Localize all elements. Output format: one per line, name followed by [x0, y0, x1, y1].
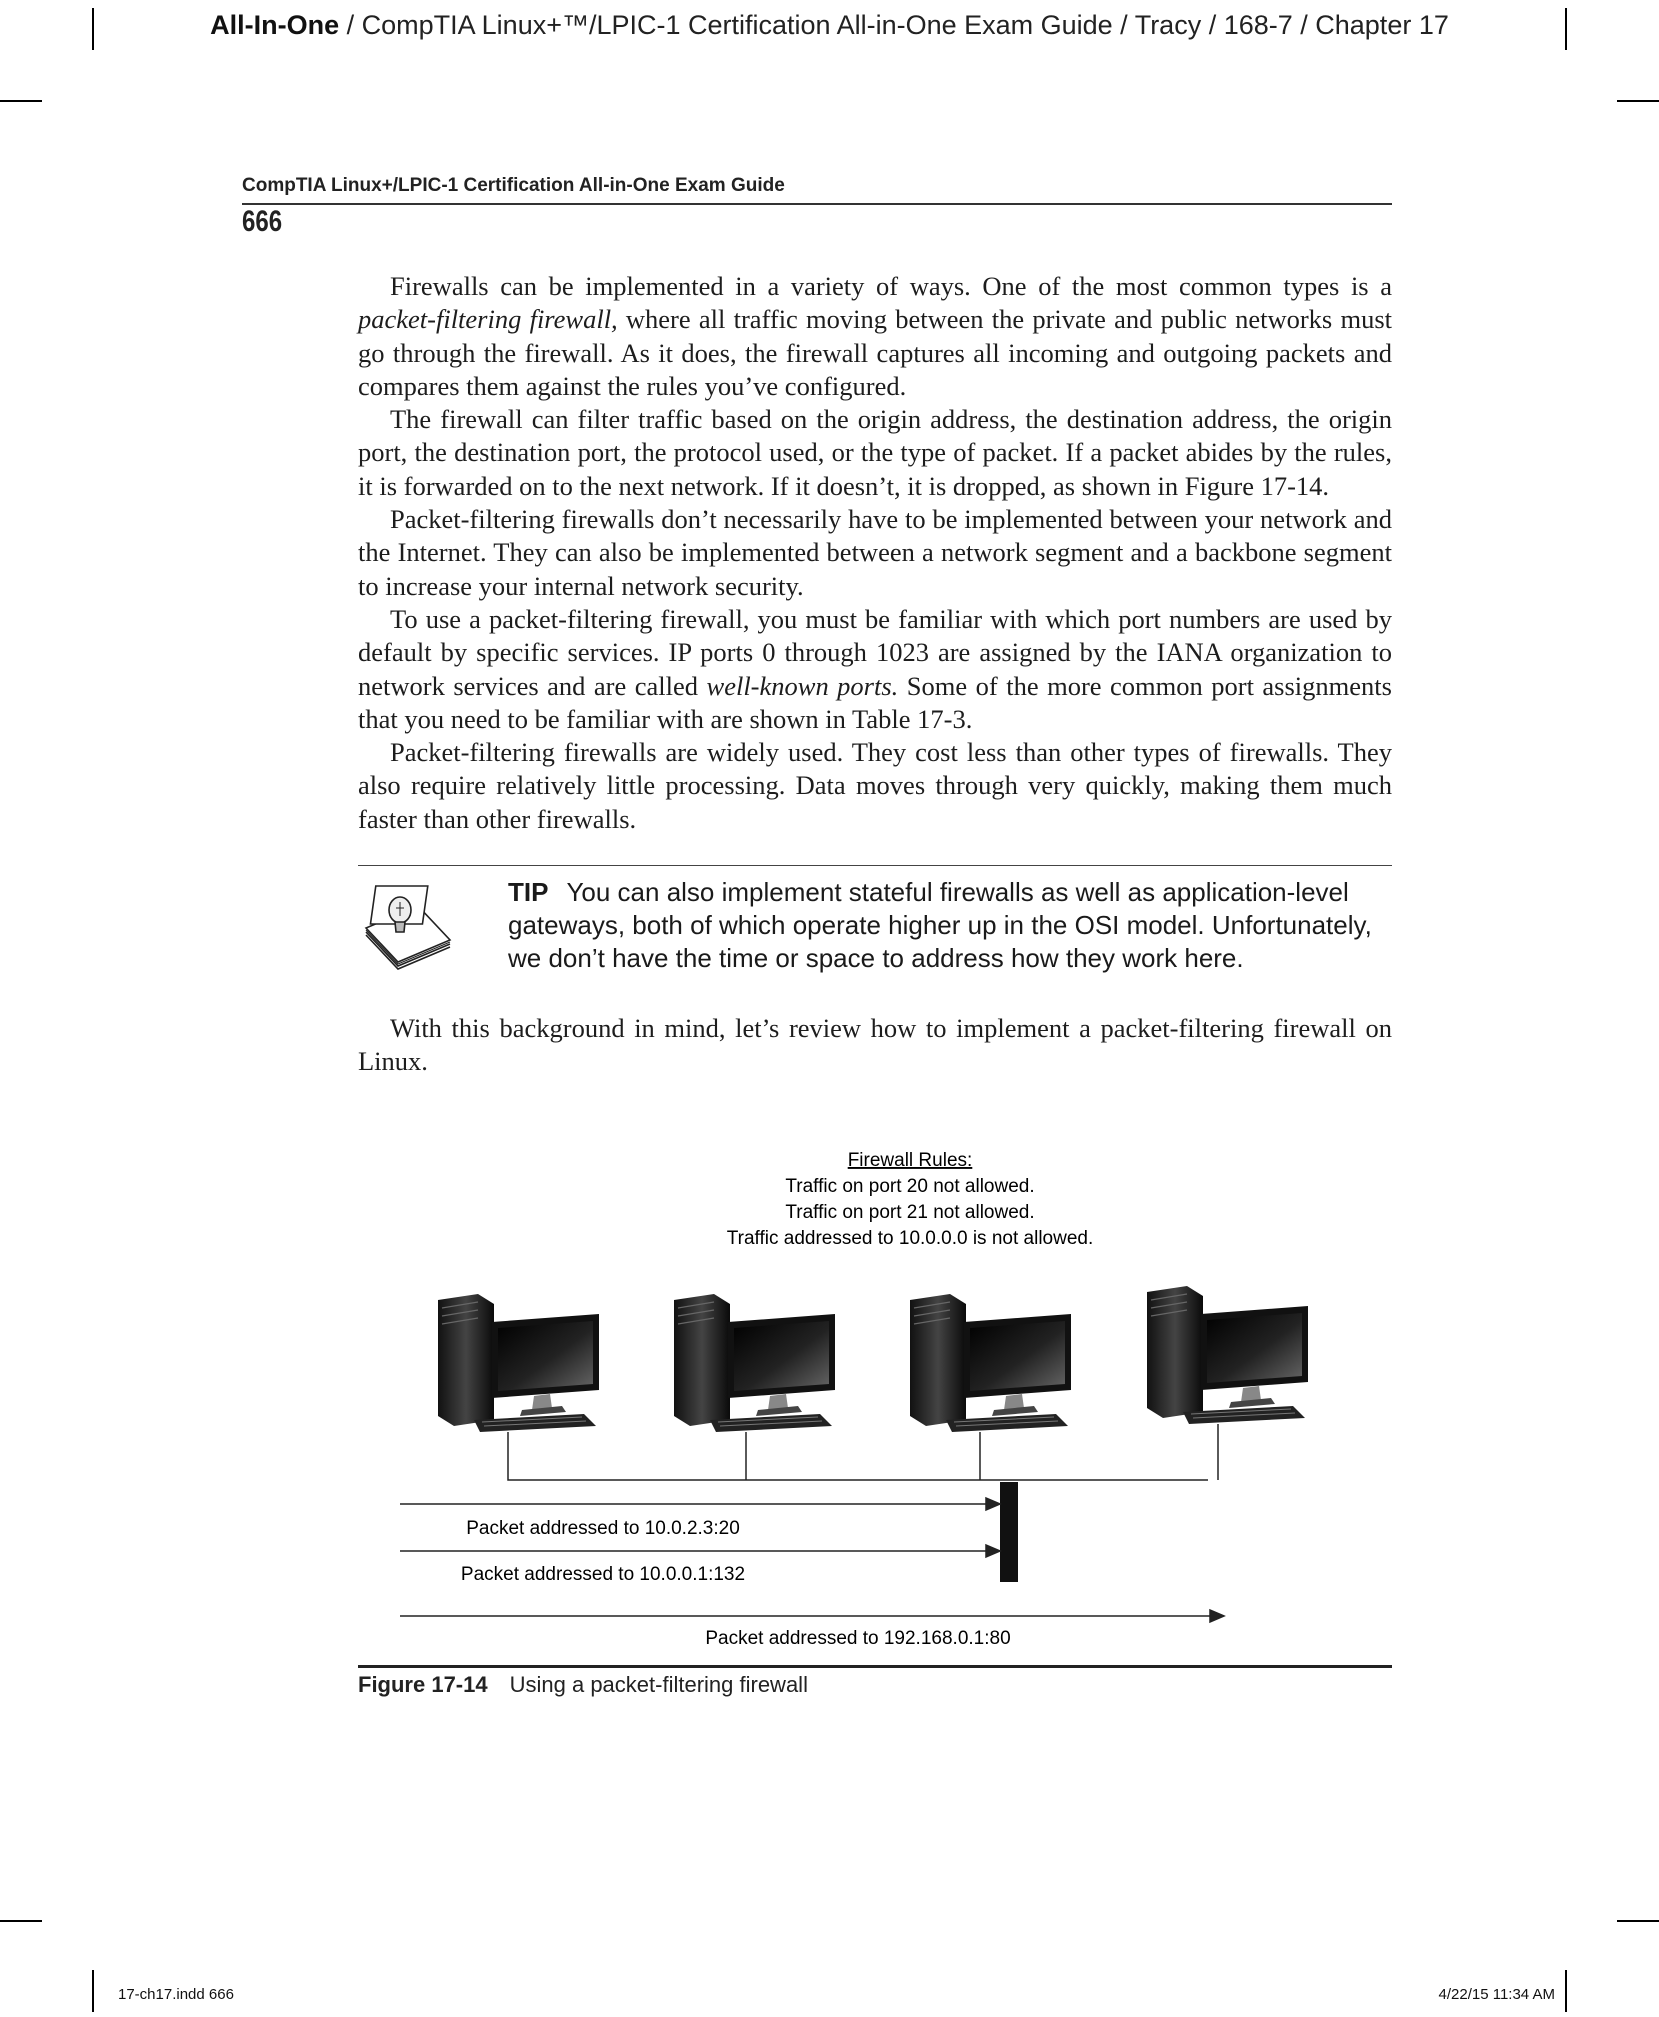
packet-label: Packet addressed to 192.168.0.1:80: [705, 1628, 1011, 1649]
paragraph: With this background in mind, let’s review how to implement a packet-filtering firewall on Linux.: [358, 1013, 1392, 1077]
paragraph: To use a packet-filtering firewall, you must be familiar with which port numbers are used by default by specific services. IP ports 0 through 1023 are assigned by the IANA organization to network services and are called well-known ports. Some of the more common port assignments that you need to be familiar with are shown in Table 17-3.: [358, 603, 1392, 734]
tip-text: [508, 876, 1392, 975]
figure-rule: [358, 1665, 1392, 1668]
paragraph: Packet-filtering firewalls don’t necessarily have to be implemented between your network and the Internet. They can also be implemented between a network segment and a backbone segment to increase your internal network security.: [358, 504, 1392, 601]
crop-mark: [0, 100, 42, 102]
tip-label: TIP: [508, 877, 549, 907]
figure-rule: Traffic on port 20 not allowed.: [785, 1176, 1035, 1197]
computer-icon: [674, 1294, 835, 1432]
tip-body: You can also implement stateful firewalls as well as application-level gateways, both of which operate higher up in the OSI model. Unfortunately, we don’t have the time or space to address how they work here.: [508, 877, 1372, 973]
figure-rule: Traffic on port 21 not allowed.: [785, 1202, 1035, 1223]
packet-label: Packet addressed to 10.0.0.1:132: [460, 1564, 746, 1585]
body-text-top: [358, 270, 1392, 836]
paragraph: Firewalls can be implemented in a variety of ways. One of the most common types is a packet-filtering firewall, where all traffic moving between the private and public networks must go through the firewall. As it does, the firewall captures all incoming and outgoing packets and compares them against the rules you’ve configured.: [358, 271, 1392, 401]
network-cabling: [508, 1424, 1218, 1480]
paragraph: The firewall can filter traffic based on the origin address, the destination address, the origin port, the destination port, the protocol used, or the type of packet. If a packet abides by the rules, it is forwarded on to the next network. If it doesn’t, it is dropped, as shown in Figure 17-14.: [358, 404, 1392, 501]
figure-caption: [358, 1672, 808, 1698]
crop-mark: [1617, 1920, 1659, 1922]
page-number: 666: [242, 205, 283, 238]
slug-series: All-In-One: [210, 10, 340, 40]
figure-packet-filtering: [358, 1140, 1392, 1660]
figure-caption-text: Using a packet-filtering firewall: [509, 1672, 808, 1697]
footer-file: 17-ch17.indd 666: [118, 1986, 234, 2003]
crop-mark: [92, 1970, 94, 2012]
packet-label: Packet addressed to 10.0.2.3:20: [466, 1518, 740, 1539]
crop-mark: [1617, 100, 1659, 102]
paragraph: Packet-filtering firewalls are widely used. They cost less than other types of firewalls. They also require relatively little processing. Data moves through very quickly, making them much faster than other firewalls.: [358, 737, 1392, 834]
tip-icon: [358, 880, 458, 970]
firewall-barrier: [1000, 1482, 1018, 1582]
figure-number: Figure 17-14: [358, 1672, 488, 1697]
figure-rule: Traffic addressed to 10.0.0.0 is not allowed.: [726, 1228, 1094, 1249]
running-head-rule: [242, 203, 1392, 205]
footer-timestamp: 4/22/15 11:34 AM: [1438, 1986, 1555, 2003]
tip-rule: [358, 865, 1392, 866]
figure-rules-title: Firewall Rules:: [847, 1150, 973, 1171]
running-head: CompTIA Linux+/LPIC-1 Certification All-in-One Exam Guide: [242, 175, 785, 196]
packet-arrows: [400, 1498, 1224, 1622]
slug-line: [0, 10, 1659, 41]
crop-mark: [1565, 1970, 1567, 2012]
term-well-known-ports: well-known ports.: [706, 670, 899, 701]
term-packet-filtering-firewall: packet-filtering firewall,: [358, 304, 618, 335]
computer-icon: [910, 1294, 1071, 1432]
computer-icon: [438, 1294, 599, 1432]
slug-details: / CompTIA Linux+™/LPIC-1 Certification All-in-One Exam Guide / Tracy / 168-7 / Chapter 17: [339, 10, 1449, 40]
computer-icon: [1147, 1286, 1308, 1424]
crop-mark: [0, 1920, 42, 1922]
body-text-bottom: [358, 1012, 1392, 1079]
